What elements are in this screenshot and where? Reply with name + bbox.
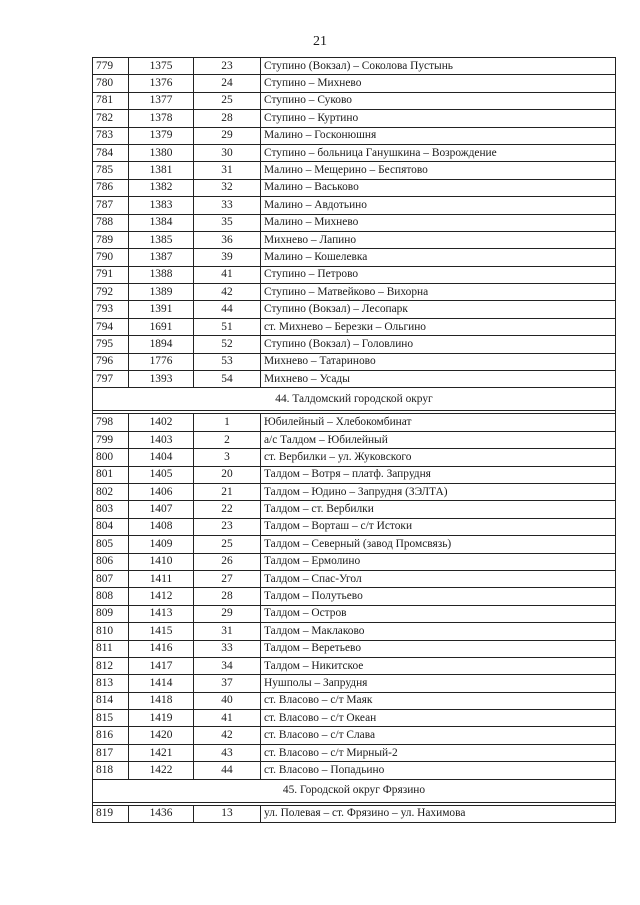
registry-number: 1382	[129, 179, 194, 196]
registry-number: 1389	[129, 284, 194, 301]
row-index: 787	[93, 197, 129, 214]
registry-number: 1377	[129, 92, 194, 109]
route-name: Талдом – ст. Вербилки	[261, 501, 616, 518]
section-heading: 44. Талдомский городской округ	[93, 388, 616, 411]
row-index: 799	[93, 431, 129, 448]
route-name: Малино – Авдотьино	[261, 197, 616, 214]
route-name: ст. Власово – с/т Океан	[261, 710, 616, 727]
table-row	[93, 623, 616, 640]
registry-number: 1419	[129, 710, 194, 727]
table-row	[93, 371, 616, 388]
row-index: 808	[93, 588, 129, 605]
row-index: 802	[93, 483, 129, 500]
route-number: 22	[194, 501, 261, 518]
row-index: 817	[93, 744, 129, 761]
route-name: Малино – Мещерино – Беспятово	[261, 162, 616, 179]
route-number: 23	[194, 518, 261, 535]
registry-number: 1384	[129, 214, 194, 231]
row-index: 813	[93, 675, 129, 692]
row-index: 793	[93, 301, 129, 318]
row-index: 814	[93, 692, 129, 709]
route-name: Ступино – Матвейково – Вихорна	[261, 284, 616, 301]
registry-number: 1415	[129, 623, 194, 640]
route-name: а/с Талдом – Юбилейный	[261, 431, 616, 448]
route-name: Ступино – Суково	[261, 92, 616, 109]
route-number: 27	[194, 570, 261, 587]
route-number: 31	[194, 623, 261, 640]
registry-number: 1376	[129, 75, 194, 92]
route-name: Талдом – Вотря – платф. Запрудня	[261, 466, 616, 483]
table-row	[93, 162, 616, 179]
route-name: Ступино – Михнево	[261, 75, 616, 92]
table-row	[93, 588, 616, 605]
route-name: Ступино (Вокзал) – Лесопарк	[261, 301, 616, 318]
registry-number: 1412	[129, 588, 194, 605]
row-index: 785	[93, 162, 129, 179]
row-index: 796	[93, 353, 129, 370]
route-name: Михнево – Лапино	[261, 231, 616, 248]
table-row	[93, 640, 616, 657]
route-number: 29	[194, 605, 261, 622]
route-name: Малино – Кошелевка	[261, 249, 616, 266]
registry-number: 1408	[129, 518, 194, 535]
row-index: 781	[93, 92, 129, 109]
route-name: Малино – Михнево	[261, 214, 616, 231]
route-number: 13	[194, 805, 261, 822]
row-index: 810	[93, 623, 129, 640]
registry-number: 1403	[129, 431, 194, 448]
table-row	[93, 92, 616, 109]
table-row	[93, 144, 616, 161]
table-row	[93, 518, 616, 535]
route-name: ст. Михнево – Березки – Ольгино	[261, 318, 616, 335]
route-number: 29	[194, 127, 261, 144]
route-number: 1	[194, 414, 261, 431]
route-name: ст. Власово – Попадьино	[261, 762, 616, 779]
route-number: 39	[194, 249, 261, 266]
table-row	[93, 58, 616, 75]
page-number: 21	[313, 34, 327, 49]
registry-number: 1421	[129, 744, 194, 761]
row-index: 805	[93, 536, 129, 553]
route-number: 44	[194, 301, 261, 318]
route-number: 30	[194, 144, 261, 161]
row-index: 786	[93, 179, 129, 196]
row-index: 807	[93, 570, 129, 587]
table-row	[93, 197, 616, 214]
row-index: 790	[93, 249, 129, 266]
registry-number: 1391	[129, 301, 194, 318]
row-index: 797	[93, 371, 129, 388]
row-index: 801	[93, 466, 129, 483]
route-number: 54	[194, 371, 261, 388]
table-row	[93, 657, 616, 674]
route-number: 37	[194, 675, 261, 692]
registry-number: 1378	[129, 110, 194, 127]
registry-number: 1410	[129, 553, 194, 570]
routes-table	[92, 57, 616, 823]
registry-number: 1691	[129, 318, 194, 335]
route-name: Талдом – Северный (завод Промсвязь)	[261, 536, 616, 553]
table-row	[93, 805, 616, 822]
row-index: 809	[93, 605, 129, 622]
route-number: 3	[194, 449, 261, 466]
table-row	[93, 266, 616, 283]
registry-number: 1383	[129, 197, 194, 214]
route-name: Ступино – больница Ганушкина – Возрождение	[261, 144, 616, 161]
route-number: 41	[194, 710, 261, 727]
route-number: 28	[194, 588, 261, 605]
table-row	[93, 536, 616, 553]
table-row	[93, 727, 616, 744]
route-name: Юбилейный – Хлебокомбинат	[261, 414, 616, 431]
registry-number: 1380	[129, 144, 194, 161]
route-name: Михнево – Татариново	[261, 353, 616, 370]
table-row	[93, 336, 616, 353]
route-name: Талдом – Спас-Угол	[261, 570, 616, 587]
registry-number: 1404	[129, 449, 194, 466]
routes-table-body	[93, 58, 616, 823]
registry-number: 1407	[129, 501, 194, 518]
row-index: 789	[93, 231, 129, 248]
row-index: 806	[93, 553, 129, 570]
route-name: Ступино – Петрово	[261, 266, 616, 283]
route-number: 25	[194, 92, 261, 109]
route-name: Малино – Васьково	[261, 179, 616, 196]
row-index: 804	[93, 518, 129, 535]
row-index: 818	[93, 762, 129, 779]
row-index: 779	[93, 58, 129, 75]
row-index: 800	[93, 449, 129, 466]
table-row	[93, 231, 616, 248]
row-index: 782	[93, 110, 129, 127]
table-row	[93, 214, 616, 231]
row-index: 792	[93, 284, 129, 301]
row-index: 780	[93, 75, 129, 92]
registry-number: 1436	[129, 805, 194, 822]
table-row	[93, 110, 616, 127]
row-index: 795	[93, 336, 129, 353]
table-row	[93, 301, 616, 318]
route-number: 40	[194, 692, 261, 709]
row-index: 819	[93, 805, 129, 822]
registry-number: 1393	[129, 371, 194, 388]
registry-number: 1409	[129, 536, 194, 553]
row-index: 784	[93, 144, 129, 161]
route-name: Талдом – Юдино – Запрудня (ЗЭЛТА)	[261, 483, 616, 500]
table-row	[93, 318, 616, 335]
table-row	[93, 414, 616, 431]
table-row	[93, 353, 616, 370]
registry-number: 1422	[129, 762, 194, 779]
route-name: Михнево – Усады	[261, 371, 616, 388]
registry-number: 1387	[129, 249, 194, 266]
route-name: Ступино (Вокзал) – Головлино	[261, 336, 616, 353]
route-number: 26	[194, 553, 261, 570]
registry-number: 1413	[129, 605, 194, 622]
registry-number: 1417	[129, 657, 194, 674]
route-number: 25	[194, 536, 261, 553]
table-row	[93, 692, 616, 709]
table-row	[93, 75, 616, 92]
row-index: 794	[93, 318, 129, 335]
table-row	[93, 431, 616, 448]
route-number: 33	[194, 197, 261, 214]
route-number: 44	[194, 762, 261, 779]
row-index: 815	[93, 710, 129, 727]
registry-number: 1411	[129, 570, 194, 587]
registry-number: 1894	[129, 336, 194, 353]
table-row	[93, 570, 616, 587]
section-heading: 45. Городской округ Фрязино	[93, 779, 616, 802]
table-row	[93, 449, 616, 466]
row-index: 791	[93, 266, 129, 283]
table-row	[93, 762, 616, 779]
route-name: ст. Вербилки – ул. Жуковского	[261, 449, 616, 466]
route-number: 32	[194, 179, 261, 196]
registry-number: 1388	[129, 266, 194, 283]
table-row	[93, 710, 616, 727]
row-index: 783	[93, 127, 129, 144]
route-name: Малино – Госконюшня	[261, 127, 616, 144]
route-number: 52	[194, 336, 261, 353]
route-number: 21	[194, 483, 261, 500]
route-name: Талдом – Остров	[261, 605, 616, 622]
route-number: 24	[194, 75, 261, 92]
table-row	[93, 466, 616, 483]
route-number: 23	[194, 58, 261, 75]
route-name: Талдом – Маклаково	[261, 623, 616, 640]
route-number: 51	[194, 318, 261, 335]
route-name: Ступино – Куртино	[261, 110, 616, 127]
route-number: 53	[194, 353, 261, 370]
table-row	[93, 675, 616, 692]
route-name: Ступино (Вокзал) – Соколова Пустынь	[261, 58, 616, 75]
registry-number: 1406	[129, 483, 194, 500]
section-heading-row	[93, 779, 616, 802]
route-number: 20	[194, 466, 261, 483]
table-row	[93, 483, 616, 500]
route-name: Нушполы – Запрудня	[261, 675, 616, 692]
table-row	[93, 744, 616, 761]
registry-number: 1776	[129, 353, 194, 370]
row-index: 803	[93, 501, 129, 518]
registry-number: 1385	[129, 231, 194, 248]
route-name: Талдом – Ермолино	[261, 553, 616, 570]
route-name: ст. Власово – с/т Маяк	[261, 692, 616, 709]
route-name: Талдом – Веретьево	[261, 640, 616, 657]
registry-number: 1420	[129, 727, 194, 744]
route-number: 41	[194, 266, 261, 283]
route-number: 34	[194, 657, 261, 674]
table-row	[93, 501, 616, 518]
table-row	[93, 179, 616, 196]
route-name: ст. Власово – с/т Мирный-2	[261, 744, 616, 761]
route-name: Талдом – Полутьево	[261, 588, 616, 605]
row-index: 811	[93, 640, 129, 657]
section-heading-row	[93, 388, 616, 411]
registry-number: 1381	[129, 162, 194, 179]
registry-number: 1405	[129, 466, 194, 483]
table-row	[93, 284, 616, 301]
route-number: 2	[194, 431, 261, 448]
route-number: 43	[194, 744, 261, 761]
route-number: 35	[194, 214, 261, 231]
route-number: 31	[194, 162, 261, 179]
route-name: ул. Полевая – ст. Фрязино – ул. Нахимова	[261, 805, 616, 822]
table-row	[93, 127, 616, 144]
route-name: Талдом – Никитское	[261, 657, 616, 674]
registry-number: 1418	[129, 692, 194, 709]
table-row	[93, 605, 616, 622]
route-name: Талдом – Ворташ – с/т Истоки	[261, 518, 616, 535]
route-number: 42	[194, 284, 261, 301]
registry-number: 1402	[129, 414, 194, 431]
row-index: 812	[93, 657, 129, 674]
registry-number: 1375	[129, 58, 194, 75]
registry-number: 1379	[129, 127, 194, 144]
row-index: 816	[93, 727, 129, 744]
registry-number: 1414	[129, 675, 194, 692]
row-index: 798	[93, 414, 129, 431]
row-index: 788	[93, 214, 129, 231]
route-number: 42	[194, 727, 261, 744]
route-number: 36	[194, 231, 261, 248]
route-number: 28	[194, 110, 261, 127]
table-row	[93, 249, 616, 266]
registry-number: 1416	[129, 640, 194, 657]
table-row	[93, 553, 616, 570]
route-name: ст. Власово – с/т Слава	[261, 727, 616, 744]
route-number: 33	[194, 640, 261, 657]
